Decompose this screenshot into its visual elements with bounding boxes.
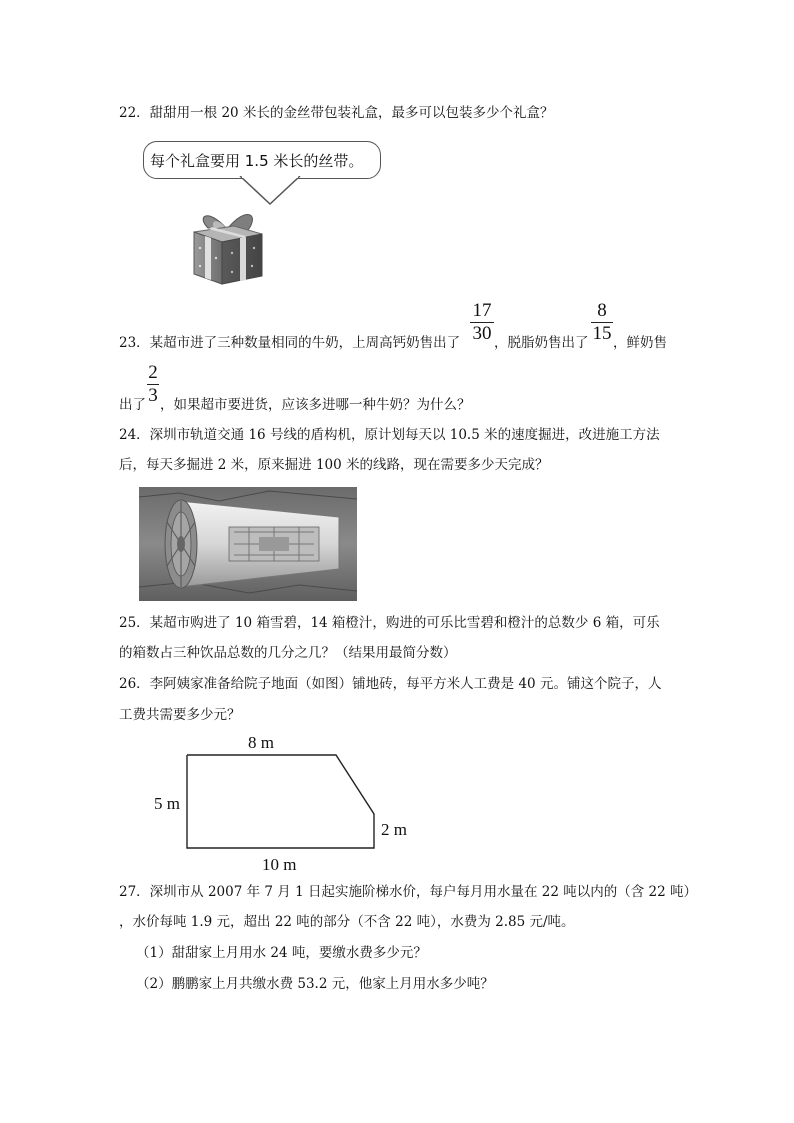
q23-line2-prefix: 出了 [119,397,146,413]
fraction-17-30 [469,300,495,345]
q27-sub1: （1）甜甜家上月用水 24 吨，要缴水费多少元？ [136,945,427,961]
q26-line2: 工费共需要多少元？ [119,707,241,723]
fraction-numerator: 17 [472,300,492,321]
q22-text: 22．甜甜用一根 20 米长的金丝带包装礼盒，最多可以包装多少个礼盒？ [119,105,554,121]
q27-line2: ，水价每吨 1.9 元，超出 22 吨的部分（不含 22 吨），水费为 2.85 元/吨。 [119,914,575,930]
diagram-left-label: 5 m [154,794,180,813]
fraction-2-3 [146,362,160,407]
gift-box-icon [188,198,268,288]
fraction-denominator: 3 [148,385,158,406]
fraction-denominator: 30 [472,323,492,344]
diagram-bottom-label: 10 m [262,855,297,874]
fraction-denominator: 15 [592,323,612,344]
q23-text-part1: 23．某超市进了三种数量相同的牛奶，上周高钙奶售出了 [119,335,461,351]
q23-text-part3: ，鲜奶售 [613,335,667,351]
q23-line2-suffix: ，如果超市要进货，应该多进哪一种牛奶？为什么？ [160,397,471,413]
fraction-numerator: 2 [148,362,158,383]
q26-line1: 26．李阿姨家准备给院子地面（如图）铺地砖，每平方米人工费是 40 元。铺这个院子，人 [119,676,662,692]
q25-line1: 25．某超市购进了 10 箱雪碧，14 箱橙汁，购进的可乐比雪碧和橙汁的总数少 6 箱，可乐 [119,615,660,631]
diagram-top-label: 8 m [248,733,274,752]
q25-line2: 的箱数占三种饮品总数的几分之几？（结果用最简分数） [119,645,457,661]
q23-text-part2: ，脱脂奶售出了 [494,335,589,351]
fraction-8-15 [590,300,614,345]
q27-sub2: （2）鹏鹏家上月共缴水费 53.2 元，他家上月用水多少吨？ [136,976,494,992]
q27-line1: 27．深圳市从 2007 年 7 月 1 日起实施阶梯水价，每户每月用水量在 22 吨以内的（含 22 吨） [119,884,697,900]
q24-line2: 后，每天多掘进 2 米，原来掘进 100 米的线路，现在需要多少天完成？ [119,457,549,473]
fraction-numerator: 8 [597,300,607,321]
yard-shape-diagram [186,754,380,850]
diagram-right-label: 2 m [381,820,407,839]
speech-bubble-text: 每个礼盒要用 1.5 米长的丝带。 [150,152,364,170]
q24-line1: 24．深圳市轨道交通 16 号线的盾构机，原计划每天以 10.5 米的速度掘进，改进施工方法 [119,427,660,443]
tunnel-boring-machine-icon [139,487,357,601]
